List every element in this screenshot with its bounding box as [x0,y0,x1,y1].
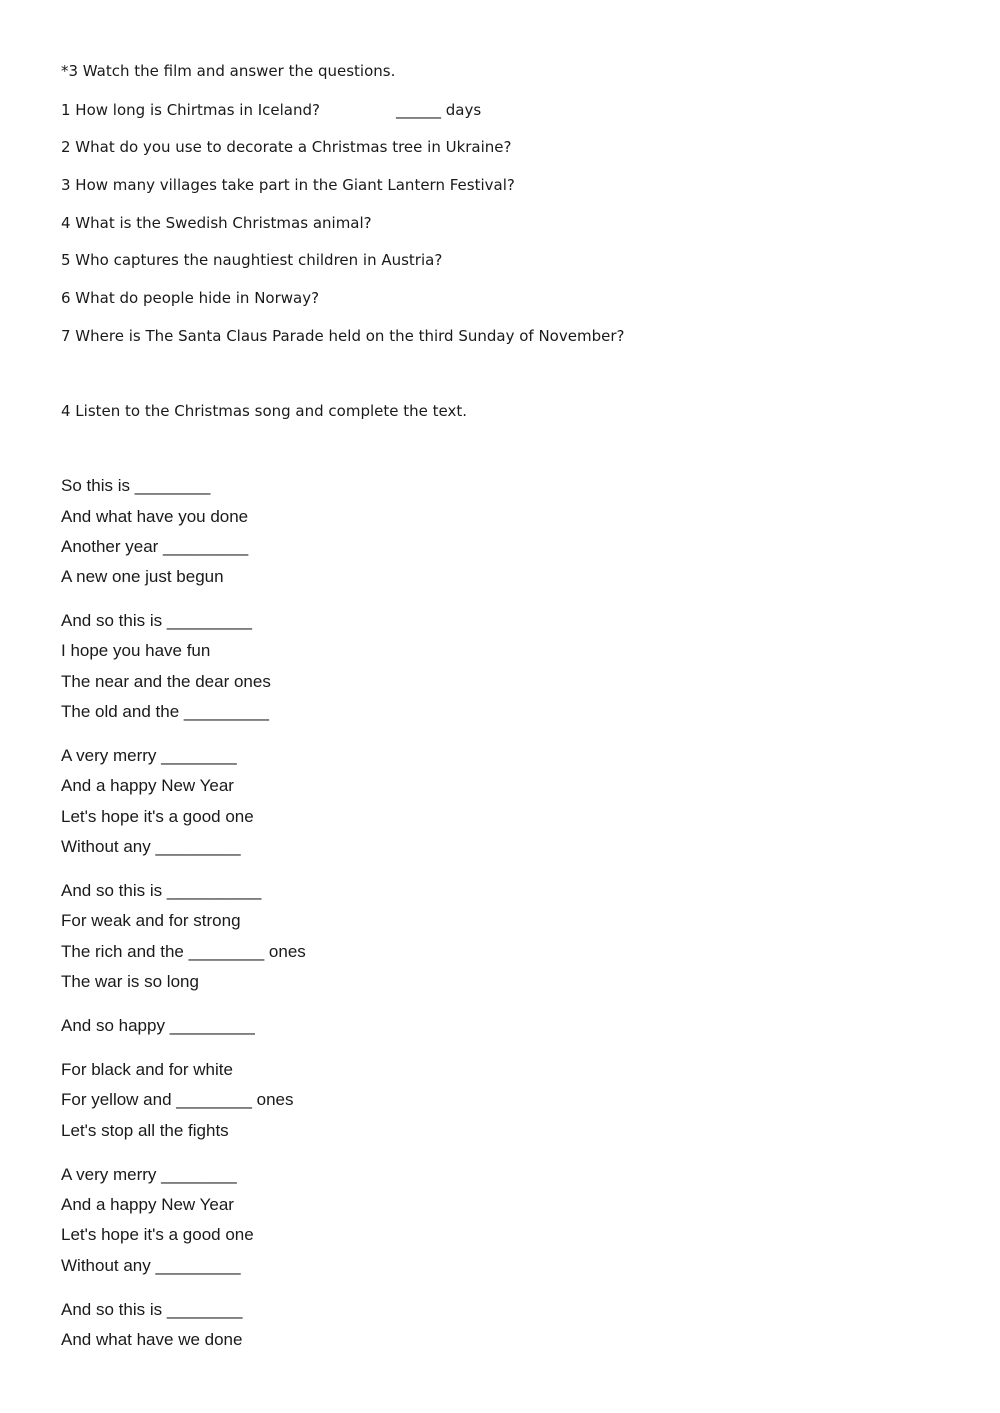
question-7: 7 Where is The Santa Claus Parade held on the third Sunday of November? [61,327,625,345]
lyric-line: Let's hope it's a good one [61,807,254,826]
lyric-line[interactable]: For yellow and ________ ones [61,1090,294,1109]
lyric-line: Let's hope it's a good one [61,1225,254,1244]
lyric-line[interactable]: And so this is _________ [61,611,252,630]
lyric-line: Let's stop all the fights [61,1121,229,1140]
question-2: 2 What do you use to decorate a Christmas tree in Ukraine? [61,138,512,156]
lyric-line[interactable]: And so this is ________ [61,1300,243,1319]
lyric-line: And what have we done [61,1330,243,1349]
exercise4-heading: 4 Listen to the Christmas song and complete the text. [61,402,468,420]
lyric-line[interactable]: A very merry ________ [61,1165,237,1184]
lyric-line[interactable]: And so happy _________ [61,1016,255,1035]
lyric-line: For black and for white [61,1060,233,1079]
lyric-line: The war is so long [61,972,199,991]
question-5: 5 Who captures the naughtiest children in Austria? [61,251,443,269]
question-4: 4 What is the Swedish Christmas animal? [61,214,372,232]
lyric-line[interactable]: A very merry ________ [61,746,237,765]
lyric-line[interactable]: The old and the _________ [61,702,269,721]
question-1: 1 How long is Chirtmas in Iceland? [61,101,320,119]
lyric-line[interactable]: So this is ________ [61,476,211,495]
exercise3-heading: *3 Watch the film and answer the questions. [61,62,396,80]
lyric-line: A new one just begun [61,567,224,586]
lyric-line: I hope you have fun [61,641,211,660]
lyric-line: The near and the dear ones [61,672,271,691]
lyric-line: And what have you done [61,507,249,526]
lyric-line: For weak and for strong [61,911,241,930]
question-6: 6 What do people hide in Norway? [61,289,320,307]
lyric-line[interactable]: Another year _________ [61,537,249,556]
lyric-line[interactable]: Without any _________ [61,837,241,856]
lyric-line: And a happy New Year [61,1195,234,1214]
lyric-line[interactable]: Without any _________ [61,1256,241,1275]
lyric-line: And a happy New Year [61,776,234,795]
question-3: 3 How many villages take part in the Giant Lantern Festival? [61,176,515,194]
lyric-line[interactable]: The rich and the ________ ones [61,942,306,961]
question-1-answer-blank[interactable]: ______ days [396,101,482,119]
lyric-line[interactable]: And so this is __________ [61,881,262,900]
